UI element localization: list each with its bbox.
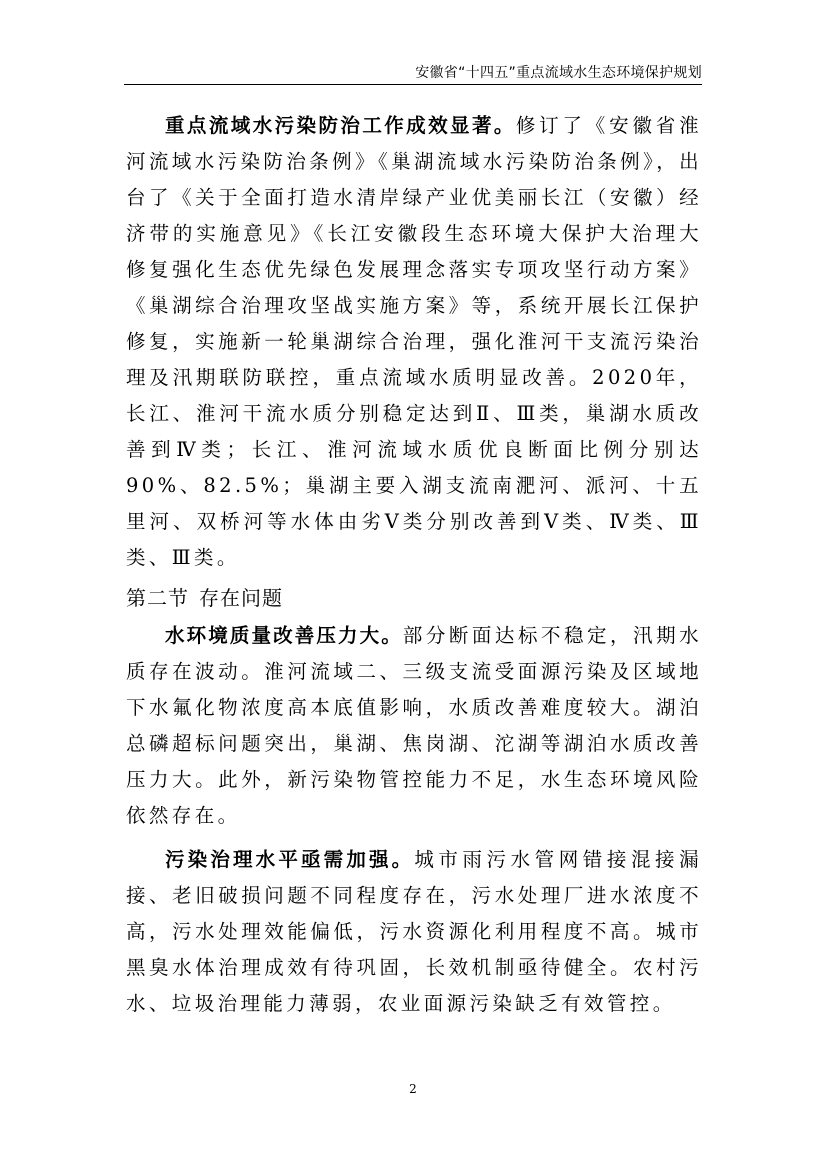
- paragraph-achievement: [126, 108, 702, 576]
- running-header: 安徽省“十四五”重点流域水生态环境保护规划: [415, 65, 702, 81]
- paragraph-lead: 水环境质量改善压力大。: [165, 624, 403, 647]
- paragraph-text: 部分断面达标不稳定，汛期水质存在波动。淮河流域二、三级支流受面源污染及区域地下水氟化物浓度高本底值影响，水质改善难度较大。湖泊总磷超标问题突出，巢湖、焦岗湖、沱湖等湖泊水质改善压力大。此外，新污染物管控能力不足，水生态环境风险依然存在。: [126, 624, 702, 827]
- paragraph-pollution-control: [126, 842, 702, 1022]
- paragraph-water-quality: [126, 618, 702, 834]
- paragraph-text: 城市雨污水管网错接混接漏接、老旧破损问题不同程度存在，污水处理厂进水浓度不高，污水处理效能偏低，污水资源化利用程度不高。城市黑臭水体治理成效有待巩固，长效机制亟待健全。农村污水、垃圾治理能力薄弱，农业面源污染缺乏有效管控。: [126, 848, 702, 1015]
- section-number: 第二节: [126, 586, 189, 610]
- paragraph-lead: 污染治理水平亟需加强。: [165, 848, 415, 871]
- header-rule: [124, 84, 702, 85]
- section-heading: [126, 580, 702, 616]
- page-number: 2: [409, 1082, 417, 1096]
- paragraph-text: 修订了《安徽省淮河流域水污染防治条例》《巢湖流域水污染防治条例》，出台了《关于全面打造水清岸绿产业优美丽长江（安徽）经济带的实施意见》《长江安徽段生态环境大保护大治理大修复强化生态优先绿色发展理念落实专项攻坚行动方案》《巢湖综合治理攻坚战实施方案》等，系统开展长江保护修复，实施新一轮巢湖综合治理，强化淮河干支流污染治理及汛期联防联控，重点流域水质明显改善。2020年，长江、淮河干流水质分别稳定达到Ⅱ、Ⅲ类，巢湖水质改善到Ⅳ类；长江、淮河流域水质优良断面比例分别达90%、82.5%；巢湖主要入湖支流南淝河、派河、十五里河、双桥河等水体由劣Ⅴ类分别改善到Ⅴ类、Ⅳ类、Ⅲ类、Ⅲ类。: [126, 114, 702, 569]
- paragraph-lead: 重点流域水污染防治工作成效显著。: [165, 114, 516, 137]
- document-body: [126, 108, 702, 1022]
- section-title: 存在问题: [199, 586, 283, 610]
